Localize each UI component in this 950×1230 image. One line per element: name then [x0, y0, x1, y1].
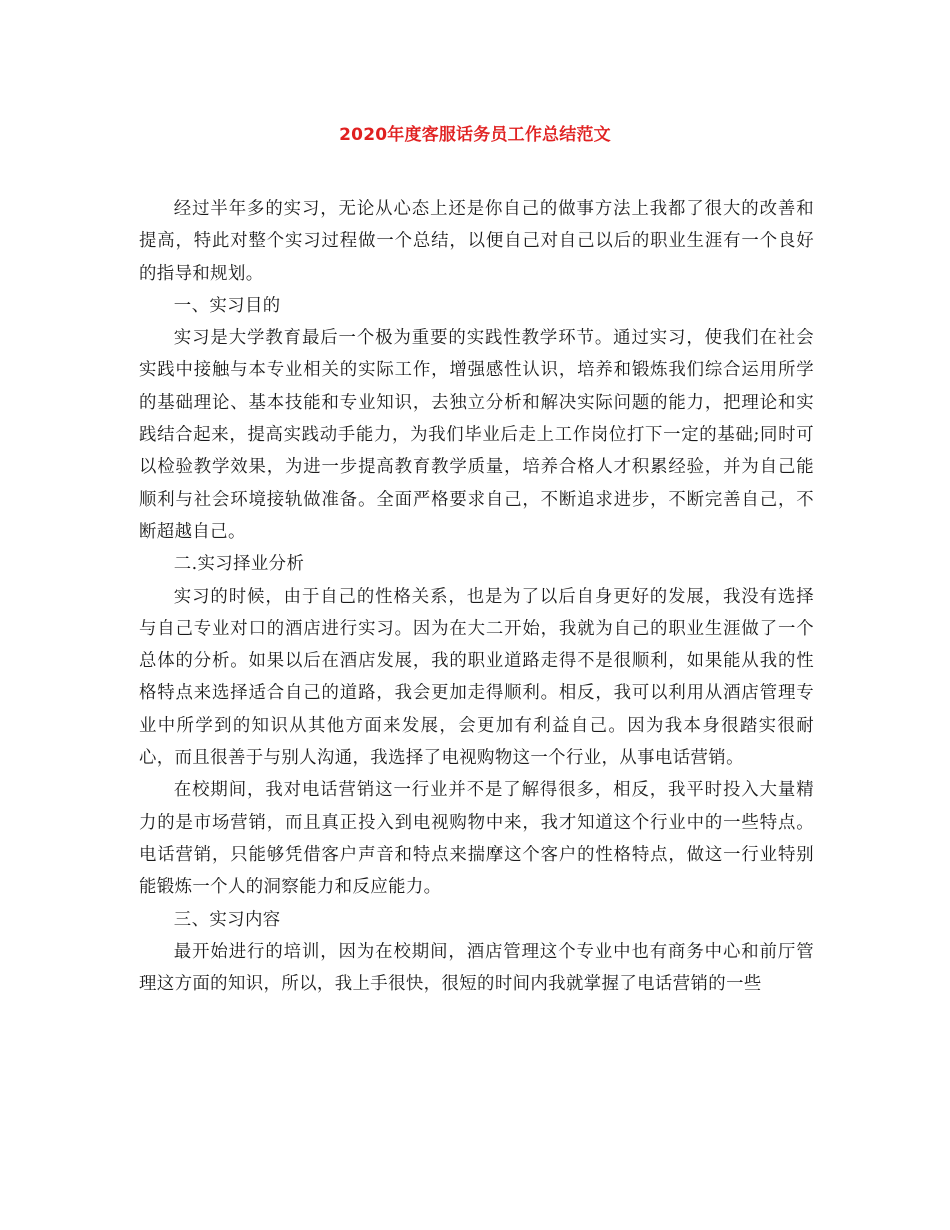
- document-title: 2020年度客服话务员工作总结范文: [339, 125, 611, 145]
- paragraph-training: 最开始进行的培训，因为在校期间，酒店管理这个专业中也有商务中心和前厅管理这方面的知识，所以，我上手很快，很短的时间内我就掌握了电话营销的一些: [139, 941, 814, 995]
- section-heading-purpose: 一、实习目的: [173, 295, 281, 316]
- paragraph-career-analysis: 实习的时候，由于自己的性格关系，也是为了以后自身更好的发展，我没有选择与自己专业对口的酒店进行实习。因为在大二开始，我就为自己的职业生涯做了一个总体的分析。如果以后在酒店发展，我的职业道路走得不是很顺利，如果能从我的性格特点来选择适合自己的道路，我会更加走得顺利。相反，我可以利用从酒店管理专业中所学到的知识从其他方面来发展，会更加有利益自己。因为我本身很踏实很耐心，而且很善于与别人沟通，我选择了电视购物这一个行业，从事电话营销。: [139, 586, 814, 769]
- section-heading-content: 三、实习内容: [173, 909, 281, 930]
- document-body: [139, 193, 814, 1000]
- section-heading-career-analysis: 二.实习择业分析: [173, 554, 305, 575]
- paragraph-telemarketing: 在校期间，我对电话营销这一行业并不是了解得很多，相反，我平时投入大量精力的是市场营销，而且真正投入到电视购物中来，我才知道这个行业中的一些特点。电话营销，只能够凭借客户声音和特点来揣摩这个客户的性格特点，做这一行业特别能锻炼一个人的洞察能力和反应能力。: [139, 780, 814, 898]
- paragraph-intro: 经过半年多的实习，无论从心态上还是你自己的做事方法上我都了很大的改善和提高，特此对整个实习过程做一个总结，以便自己对自己以后的职业生涯有一个良好的指导和规划。: [139, 199, 814, 284]
- paragraph-purpose: 实习是大学教育最后一个极为重要的实践性教学环节。通过实习，使我们在社会实践中接触与本专业相关的实际工作，增强感性认识，培养和锻炼我们综合运用所学的基础理论、基本技能和专业知识，去独立分析和解决实际问题的能力，把理论和实践结合起来，提高实践动手能力，为我们毕业后走上工作岗位打下一定的基础;同时可以检验教学效果，为进一步提高教育教学质量，培养合格人才积累经验，并为自己能顺利与社会环境接轨做准备。全面严格要求自己，不断追求进步，不断完善自己，不断超越自己。: [139, 328, 814, 542]
